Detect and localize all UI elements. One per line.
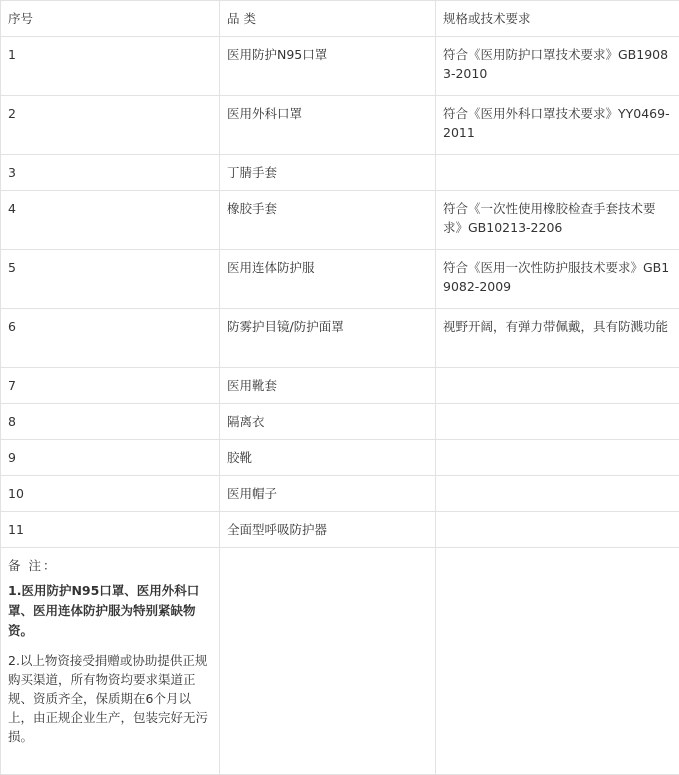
row-spec: 符合《医用外科口罩技术要求》YY0469-2011 xyxy=(436,96,679,155)
row-item: 全面型呼吸防护器 xyxy=(220,512,436,548)
table-row xyxy=(1,191,679,250)
row-item: 橡胶手套 xyxy=(220,191,436,250)
row-spec xyxy=(436,404,679,440)
row-spec xyxy=(436,440,679,476)
row-number: 11 xyxy=(1,512,220,548)
row-spec xyxy=(436,155,679,191)
row-item: 隔离衣 xyxy=(220,404,436,440)
row-spec xyxy=(436,368,679,404)
row-item: 丁腈手套 xyxy=(220,155,436,191)
row-spec: 符合《医用防护口罩技术要求》GB19083-2010 xyxy=(436,37,679,96)
header-spec: 规格或技术要求 xyxy=(436,1,679,37)
notes-empty-cell xyxy=(436,548,679,775)
notes-row xyxy=(1,548,679,775)
table-row xyxy=(1,96,679,155)
note-1: 1.医用防护N95口罩、医用外科口罩、医用连体防护服为特别紧缺物资。 xyxy=(8,581,213,641)
header-number: 序号 xyxy=(1,1,220,37)
row-item: 医用外科口罩 xyxy=(220,96,436,155)
row-item: 防雾护目镜/防护面罩 xyxy=(220,309,436,368)
table-row xyxy=(1,476,679,512)
row-spec: 符合《医用一次性防护服技术要求》GB19082-2009 xyxy=(436,250,679,309)
row-item: 胶靴 xyxy=(220,440,436,476)
table-row xyxy=(1,368,679,404)
row-item: 医用防护N95口罩 xyxy=(220,37,436,96)
row-spec xyxy=(436,476,679,512)
notes-cell xyxy=(1,548,220,775)
table-row xyxy=(1,250,679,309)
row-number: 9 xyxy=(1,440,220,476)
table-row xyxy=(1,440,679,476)
note-2: 2.以上物资接受捐赠或协助提供正规购买渠道，所有物资均要求渠道正规、资质齐全，保质期在6个月以上，由正规企业生产，包装完好无污损。 xyxy=(8,651,213,746)
row-number: 1 xyxy=(1,37,220,96)
row-spec xyxy=(436,512,679,548)
row-number: 3 xyxy=(1,155,220,191)
row-item: 医用帽子 xyxy=(220,476,436,512)
row-spec: 符合《一次性使用橡胶检查手套技术要求》GB10213-2206 xyxy=(436,191,679,250)
row-number: 5 xyxy=(1,250,220,309)
row-number: 10 xyxy=(1,476,220,512)
header-item: 品 类 xyxy=(220,1,436,37)
table-row xyxy=(1,155,679,191)
row-number: 2 xyxy=(1,96,220,155)
notes-title: 备 注： xyxy=(8,556,213,575)
table-row xyxy=(1,309,679,368)
table-header-row xyxy=(1,1,679,37)
notes-empty-cell xyxy=(220,548,436,775)
table-row xyxy=(1,404,679,440)
row-item: 医用连体防护服 xyxy=(220,250,436,309)
row-spec: 视野开阔，有弹力带佩戴，具有防溅功能 xyxy=(436,309,679,368)
row-item: 医用靴套 xyxy=(220,368,436,404)
row-number: 8 xyxy=(1,404,220,440)
row-number: 7 xyxy=(1,368,220,404)
row-number: 6 xyxy=(1,309,220,368)
row-number: 4 xyxy=(1,191,220,250)
table-row xyxy=(1,512,679,548)
table-row xyxy=(1,37,679,96)
